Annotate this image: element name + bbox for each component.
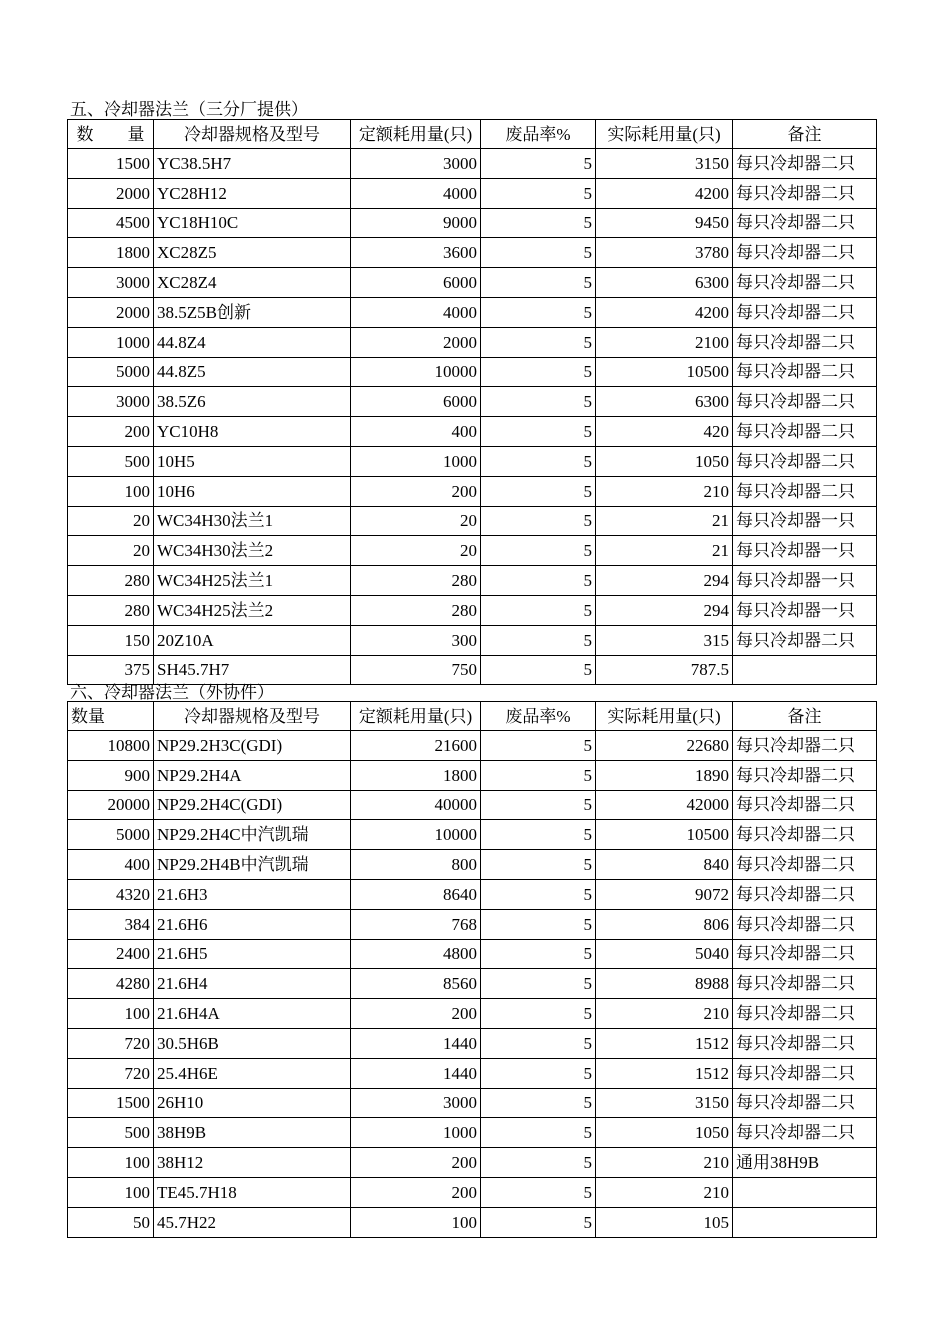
cell-scrap-rate: 5 bbox=[481, 357, 596, 387]
cell-scrap-rate: 5 bbox=[481, 969, 596, 999]
cell-model: SH45.7H7 bbox=[154, 655, 351, 685]
section-title: 五、冷却器法兰（三分厂提供） bbox=[70, 100, 308, 119]
cell-quota: 1000 bbox=[351, 1118, 481, 1148]
cell-remark: 每只冷却器一只 bbox=[733, 595, 877, 625]
cell-remark: 每只冷却器二只 bbox=[733, 939, 877, 969]
cell-quota: 10000 bbox=[351, 820, 481, 850]
cell-actual: 22680 bbox=[596, 731, 733, 761]
header-row bbox=[68, 120, 877, 149]
cell-remark: 每只冷却器二只 bbox=[733, 238, 877, 268]
cell-quantity: 280 bbox=[68, 595, 154, 625]
table-row bbox=[68, 566, 877, 596]
table-row bbox=[68, 327, 877, 357]
cell-model: YC18H10C bbox=[154, 208, 351, 238]
cell-scrap-rate: 5 bbox=[481, 238, 596, 268]
cell-model: 21.6H5 bbox=[154, 939, 351, 969]
cell-remark: 每只冷却器二只 bbox=[733, 850, 877, 880]
cell-scrap-rate: 5 bbox=[481, 731, 596, 761]
cell-remark: 每只冷却器一只 bbox=[733, 566, 877, 596]
cell-scrap-rate: 5 bbox=[481, 446, 596, 476]
cell-actual: 6300 bbox=[596, 387, 733, 417]
cell-quantity: 4320 bbox=[68, 879, 154, 909]
cell-quantity: 100 bbox=[68, 476, 154, 506]
cell-quantity: 720 bbox=[68, 1058, 154, 1088]
cell-scrap-rate: 5 bbox=[481, 1058, 596, 1088]
cell-quantity: 2400 bbox=[68, 939, 154, 969]
cell-quantity: 100 bbox=[68, 1148, 154, 1178]
cell-model: 10H6 bbox=[154, 476, 351, 506]
cell-quantity: 3000 bbox=[68, 387, 154, 417]
table-row bbox=[68, 1058, 877, 1088]
cell-actual: 21 bbox=[596, 506, 733, 536]
cell-actual: 1512 bbox=[596, 1028, 733, 1058]
table-row bbox=[68, 536, 877, 566]
cell-remark: 每只冷却器二只 bbox=[733, 1088, 877, 1118]
cell-actual: 4200 bbox=[596, 297, 733, 327]
table-row bbox=[68, 969, 877, 999]
cell-scrap-rate: 5 bbox=[481, 879, 596, 909]
cell-remark: 每只冷却器一只 bbox=[733, 506, 877, 536]
cell-quota: 1440 bbox=[351, 1028, 481, 1058]
cell-quantity: 50 bbox=[68, 1207, 154, 1237]
cell-model: TE45.7H18 bbox=[154, 1177, 351, 1207]
cell-remark: 每只冷却器二只 bbox=[733, 178, 877, 208]
table-row bbox=[68, 297, 877, 327]
cell-remark: 每只冷却器二只 bbox=[733, 879, 877, 909]
cell-quota: 3600 bbox=[351, 238, 481, 268]
cell-actual: 806 bbox=[596, 909, 733, 939]
header-quantity: 数量 bbox=[68, 702, 154, 731]
flange-table-in-house bbox=[67, 119, 877, 685]
header-actual: 实际耗用量(只) bbox=[596, 120, 733, 149]
cell-quota: 6000 bbox=[351, 268, 481, 298]
cell-actual: 2100 bbox=[596, 327, 733, 357]
table-row bbox=[68, 178, 877, 208]
header-model: 冷却器规格及型号 bbox=[154, 702, 351, 731]
cell-quantity: 384 bbox=[68, 909, 154, 939]
cell-model: 45.7H22 bbox=[154, 1207, 351, 1237]
header-quota: 定额耗用量(只) bbox=[351, 120, 481, 149]
cell-quota: 4000 bbox=[351, 178, 481, 208]
table-row bbox=[68, 1088, 877, 1118]
cell-quota: 200 bbox=[351, 1177, 481, 1207]
cell-scrap-rate: 5 bbox=[481, 999, 596, 1029]
cell-scrap-rate: 5 bbox=[481, 939, 596, 969]
cell-scrap-rate: 5 bbox=[481, 909, 596, 939]
table-row bbox=[68, 446, 877, 476]
cell-remark: 每只冷却器二只 bbox=[733, 357, 877, 387]
table-row bbox=[68, 595, 877, 625]
table-row bbox=[68, 1028, 877, 1058]
cell-remark: 每只冷却器二只 bbox=[733, 999, 877, 1029]
header-remark: 备注 bbox=[733, 120, 877, 149]
cell-scrap-rate: 5 bbox=[481, 178, 596, 208]
cell-remark: 每只冷却器二只 bbox=[733, 820, 877, 850]
table-row bbox=[68, 1148, 877, 1178]
cell-scrap-rate: 5 bbox=[481, 476, 596, 506]
table-row bbox=[68, 731, 877, 761]
cell-remark: 通用38H9B bbox=[733, 1148, 877, 1178]
table-row bbox=[68, 939, 877, 969]
cell-actual: 294 bbox=[596, 595, 733, 625]
cell-scrap-rate: 5 bbox=[481, 625, 596, 655]
cell-model: 25.4H6E bbox=[154, 1058, 351, 1088]
table-row bbox=[68, 1177, 877, 1207]
flange-table-outsourced bbox=[67, 701, 877, 1238]
cell-quantity: 20000 bbox=[68, 790, 154, 820]
table-row bbox=[68, 506, 877, 536]
header-actual: 实际耗用量(只) bbox=[596, 702, 733, 731]
cell-remark: 每只冷却器二只 bbox=[733, 1058, 877, 1088]
table-row bbox=[68, 820, 877, 850]
cell-quota: 21600 bbox=[351, 731, 481, 761]
cell-scrap-rate: 5 bbox=[481, 506, 596, 536]
cell-model: YC38.5H7 bbox=[154, 149, 351, 179]
cell-quota: 280 bbox=[351, 595, 481, 625]
cell-quota: 1000 bbox=[351, 446, 481, 476]
header-row bbox=[68, 702, 877, 731]
table-row bbox=[68, 909, 877, 939]
cell-quota: 200 bbox=[351, 1148, 481, 1178]
cell-remark: 每只冷却器二只 bbox=[733, 731, 877, 761]
cell-actual: 1512 bbox=[596, 1058, 733, 1088]
cell-quantity: 4280 bbox=[68, 969, 154, 999]
cell-model: YC28H12 bbox=[154, 178, 351, 208]
table-row bbox=[68, 999, 877, 1029]
cell-actual: 210 bbox=[596, 1148, 733, 1178]
cell-model: NP29.2H4A bbox=[154, 760, 351, 790]
cell-quantity: 375 bbox=[68, 655, 154, 685]
cell-quantity: 5000 bbox=[68, 357, 154, 387]
cell-actual: 105 bbox=[596, 1207, 733, 1237]
table-row bbox=[68, 387, 877, 417]
cell-actual: 1890 bbox=[596, 760, 733, 790]
cell-scrap-rate: 5 bbox=[481, 595, 596, 625]
cell-actual: 3150 bbox=[596, 149, 733, 179]
cell-actual: 4200 bbox=[596, 178, 733, 208]
cell-quantity: 1500 bbox=[68, 1088, 154, 1118]
cell-remark bbox=[733, 1207, 877, 1237]
cell-remark: 每只冷却器二只 bbox=[733, 1028, 877, 1058]
cell-actual: 3780 bbox=[596, 238, 733, 268]
cell-quantity: 20 bbox=[68, 506, 154, 536]
cell-quantity: 200 bbox=[68, 417, 154, 447]
cell-quantity: 720 bbox=[68, 1028, 154, 1058]
cell-scrap-rate: 5 bbox=[481, 208, 596, 238]
cell-remark bbox=[733, 1177, 877, 1207]
cell-scrap-rate: 5 bbox=[481, 149, 596, 179]
cell-model: 38.5Z6 bbox=[154, 387, 351, 417]
cell-quantity: 150 bbox=[68, 625, 154, 655]
cell-quantity: 2000 bbox=[68, 297, 154, 327]
cell-remark: 每只冷却器二只 bbox=[733, 268, 877, 298]
cell-quota: 280 bbox=[351, 566, 481, 596]
cell-remark: 每只冷却器二只 bbox=[733, 446, 877, 476]
cell-model: 44.8Z5 bbox=[154, 357, 351, 387]
cell-scrap-rate: 5 bbox=[481, 1088, 596, 1118]
cell-scrap-rate: 5 bbox=[481, 1207, 596, 1237]
cell-model: WC34H25法兰1 bbox=[154, 566, 351, 596]
cell-model: 38.5Z5B创新 bbox=[154, 297, 351, 327]
cell-quota: 8640 bbox=[351, 879, 481, 909]
cell-scrap-rate: 5 bbox=[481, 760, 596, 790]
header-model: 冷却器规格及型号 bbox=[154, 120, 351, 149]
cell-quota: 100 bbox=[351, 1207, 481, 1237]
table-row bbox=[68, 417, 877, 447]
cell-remark: 每只冷却器二只 bbox=[733, 149, 877, 179]
cell-actual: 315 bbox=[596, 625, 733, 655]
cell-model: 21.6H4A bbox=[154, 999, 351, 1029]
cell-scrap-rate: 5 bbox=[481, 536, 596, 566]
cell-scrap-rate: 5 bbox=[481, 820, 596, 850]
cell-quantity: 100 bbox=[68, 999, 154, 1029]
cell-model: 26H10 bbox=[154, 1088, 351, 1118]
cell-scrap-rate: 5 bbox=[481, 1177, 596, 1207]
cell-scrap-rate: 5 bbox=[481, 1118, 596, 1148]
cell-actual: 787.5 bbox=[596, 655, 733, 685]
cell-model: 38H9B bbox=[154, 1118, 351, 1148]
cell-model: 21.6H4 bbox=[154, 969, 351, 999]
cell-actual: 5040 bbox=[596, 939, 733, 969]
cell-quantity: 500 bbox=[68, 1118, 154, 1148]
cell-model: 10H5 bbox=[154, 446, 351, 476]
table-row bbox=[68, 268, 877, 298]
table-row bbox=[68, 790, 877, 820]
table-row bbox=[68, 238, 877, 268]
cell-actual: 210 bbox=[596, 999, 733, 1029]
cell-quota: 3000 bbox=[351, 149, 481, 179]
cell-quantity: 100 bbox=[68, 1177, 154, 1207]
cell-quota: 40000 bbox=[351, 790, 481, 820]
table-row bbox=[68, 476, 877, 506]
cell-actual: 21 bbox=[596, 536, 733, 566]
table-row bbox=[68, 625, 877, 655]
cell-model: NP29.2H3C(GDI) bbox=[154, 731, 351, 761]
cell-quota: 300 bbox=[351, 625, 481, 655]
cell-remark: 每只冷却器二只 bbox=[733, 969, 877, 999]
cell-model: XC28Z5 bbox=[154, 238, 351, 268]
cell-actual: 3150 bbox=[596, 1088, 733, 1118]
cell-quantity: 20 bbox=[68, 536, 154, 566]
cell-actual: 1050 bbox=[596, 1118, 733, 1148]
cell-remark: 每只冷却器二只 bbox=[733, 387, 877, 417]
cell-quantity: 2000 bbox=[68, 178, 154, 208]
cell-model: 44.8Z4 bbox=[154, 327, 351, 357]
cell-quota: 4800 bbox=[351, 939, 481, 969]
cell-model: 30.5H6B bbox=[154, 1028, 351, 1058]
cell-scrap-rate: 5 bbox=[481, 1148, 596, 1178]
cell-quantity: 900 bbox=[68, 760, 154, 790]
cell-remark: 每只冷却器二只 bbox=[733, 1118, 877, 1148]
cell-scrap-rate: 5 bbox=[481, 790, 596, 820]
table-row bbox=[68, 760, 877, 790]
cell-quota: 10000 bbox=[351, 357, 481, 387]
cell-remark: 每只冷却器二只 bbox=[733, 909, 877, 939]
cell-quota: 768 bbox=[351, 909, 481, 939]
cell-scrap-rate: 5 bbox=[481, 1028, 596, 1058]
cell-remark: 每只冷却器二只 bbox=[733, 790, 877, 820]
cell-quantity: 1800 bbox=[68, 238, 154, 268]
cell-remark: 每只冷却器二只 bbox=[733, 760, 877, 790]
cell-quantity: 1000 bbox=[68, 327, 154, 357]
cell-actual: 210 bbox=[596, 476, 733, 506]
cell-remark: 每只冷却器二只 bbox=[733, 327, 877, 357]
cell-remark: 每只冷却器二只 bbox=[733, 297, 877, 327]
cell-model: WC34H30法兰2 bbox=[154, 536, 351, 566]
cell-model: WC34H30法兰1 bbox=[154, 506, 351, 536]
cell-quantity: 10800 bbox=[68, 731, 154, 761]
cell-quota: 20 bbox=[351, 506, 481, 536]
cell-model: 20Z10A bbox=[154, 625, 351, 655]
cell-quantity: 5000 bbox=[68, 820, 154, 850]
cell-actual: 294 bbox=[596, 566, 733, 596]
cell-actual: 9450 bbox=[596, 208, 733, 238]
cell-scrap-rate: 5 bbox=[481, 655, 596, 685]
header-remark: 备注 bbox=[733, 702, 877, 731]
cell-scrap-rate: 5 bbox=[481, 327, 596, 357]
cell-remark: 每只冷却器一只 bbox=[733, 536, 877, 566]
cell-quota: 1800 bbox=[351, 760, 481, 790]
header-scrap-rate: 废品率% bbox=[481, 702, 596, 731]
cell-quantity: 3000 bbox=[68, 268, 154, 298]
cell-scrap-rate: 5 bbox=[481, 387, 596, 417]
cell-quantity: 4500 bbox=[68, 208, 154, 238]
table-row bbox=[68, 357, 877, 387]
cell-remark: 每只冷却器二只 bbox=[733, 476, 877, 506]
cell-actual: 6300 bbox=[596, 268, 733, 298]
cell-actual: 420 bbox=[596, 417, 733, 447]
cell-quota: 400 bbox=[351, 417, 481, 447]
cell-quantity: 400 bbox=[68, 850, 154, 880]
cell-actual: 8988 bbox=[596, 969, 733, 999]
cell-scrap-rate: 5 bbox=[481, 850, 596, 880]
header-quantity: 数 量 bbox=[68, 120, 154, 149]
cell-remark: 每只冷却器二只 bbox=[733, 625, 877, 655]
cell-quota: 8560 bbox=[351, 969, 481, 999]
cell-actual: 10500 bbox=[596, 820, 733, 850]
cell-quota: 1440 bbox=[351, 1058, 481, 1088]
cell-quota: 800 bbox=[351, 850, 481, 880]
header-quota: 定额耗用量(只) bbox=[351, 702, 481, 731]
cell-quota: 20 bbox=[351, 536, 481, 566]
cell-scrap-rate: 5 bbox=[481, 417, 596, 447]
cell-quantity: 1500 bbox=[68, 149, 154, 179]
cell-actual: 9072 bbox=[596, 879, 733, 909]
cell-model: NP29.2H4C中汽凯瑞 bbox=[154, 820, 351, 850]
cell-quota: 750 bbox=[351, 655, 481, 685]
cell-quota: 4000 bbox=[351, 297, 481, 327]
cell-quota: 200 bbox=[351, 476, 481, 506]
cell-quantity: 500 bbox=[68, 446, 154, 476]
cell-scrap-rate: 5 bbox=[481, 268, 596, 298]
cell-model: NP29.2H4B中汽凯瑞 bbox=[154, 850, 351, 880]
cell-model: YC10H8 bbox=[154, 417, 351, 447]
section-title: 六、冷却器法兰（外协件） bbox=[70, 683, 274, 702]
cell-quantity: 280 bbox=[68, 566, 154, 596]
cell-model: NP29.2H4C(GDI) bbox=[154, 790, 351, 820]
cell-scrap-rate: 5 bbox=[481, 297, 596, 327]
cell-actual: 1050 bbox=[596, 446, 733, 476]
cell-remark bbox=[733, 655, 877, 685]
cell-model: 21.6H3 bbox=[154, 879, 351, 909]
table-row bbox=[68, 149, 877, 179]
table-row bbox=[68, 1207, 877, 1237]
cell-model: 38H12 bbox=[154, 1148, 351, 1178]
cell-remark: 每只冷却器二只 bbox=[733, 417, 877, 447]
header-scrap-rate: 废品率% bbox=[481, 120, 596, 149]
cell-quota: 200 bbox=[351, 999, 481, 1029]
cell-quota: 2000 bbox=[351, 327, 481, 357]
cell-quota: 9000 bbox=[351, 208, 481, 238]
table-row bbox=[68, 850, 877, 880]
cell-quota: 3000 bbox=[351, 1088, 481, 1118]
cell-model: XC28Z4 bbox=[154, 268, 351, 298]
cell-remark: 每只冷却器二只 bbox=[733, 208, 877, 238]
cell-actual: 42000 bbox=[596, 790, 733, 820]
cell-scrap-rate: 5 bbox=[481, 566, 596, 596]
cell-quota: 6000 bbox=[351, 387, 481, 417]
cell-actual: 210 bbox=[596, 1177, 733, 1207]
cell-model: WC34H25法兰2 bbox=[154, 595, 351, 625]
table-row bbox=[68, 1118, 877, 1148]
cell-actual: 840 bbox=[596, 850, 733, 880]
cell-model: 21.6H6 bbox=[154, 909, 351, 939]
table-row bbox=[68, 208, 877, 238]
cell-actual: 10500 bbox=[596, 357, 733, 387]
table-row bbox=[68, 879, 877, 909]
